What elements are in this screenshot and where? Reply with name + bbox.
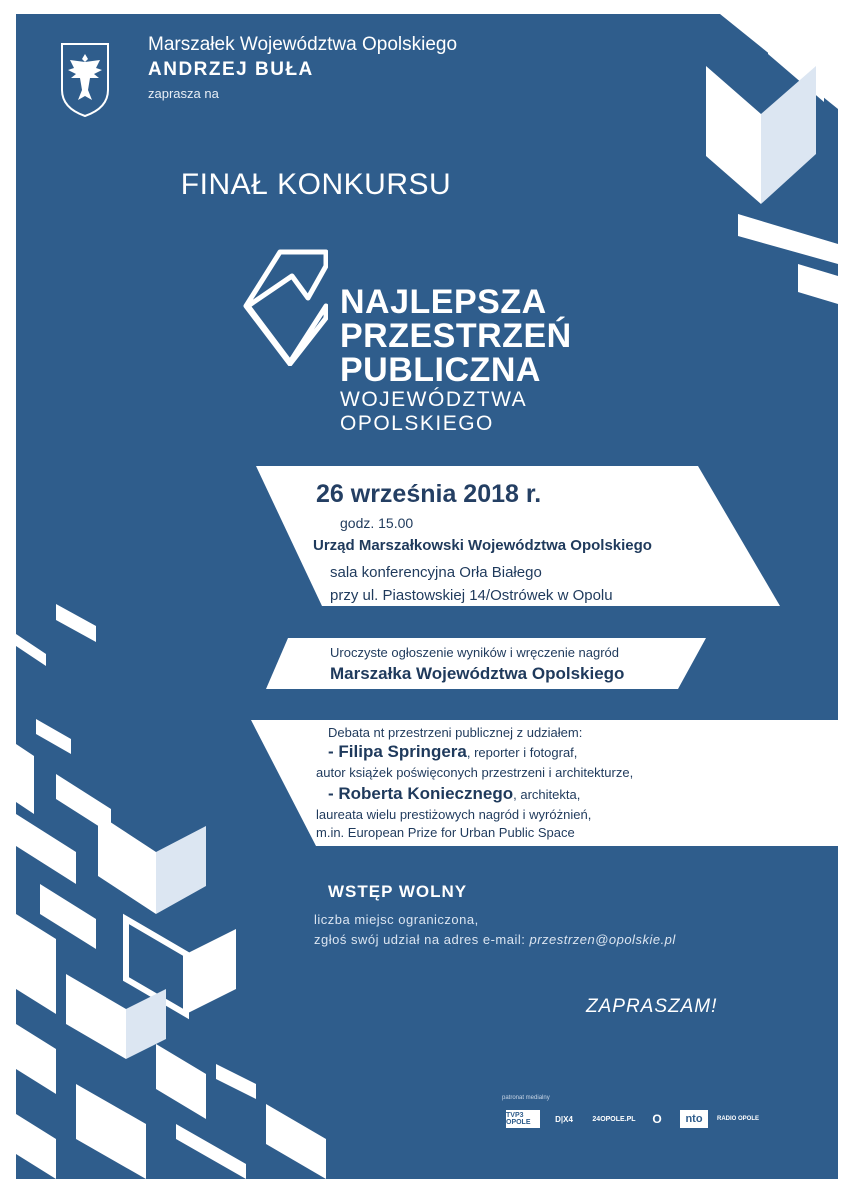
media-logo-o: O xyxy=(652,1112,662,1126)
deco-shape xyxy=(16,744,34,814)
deco-shape xyxy=(16,634,46,666)
participant-2-name: - Roberta Koniecznego xyxy=(328,784,514,803)
entry-title: WSTĘP WOLNY xyxy=(328,882,468,901)
deco-shape xyxy=(761,66,816,204)
contest-logo-icon xyxy=(242,246,328,366)
closing-text: ZAPRASZAM! xyxy=(586,996,718,1017)
deco-shape xyxy=(36,719,71,754)
deco-shape xyxy=(98,814,156,914)
media-label: patronat medialny xyxy=(502,1095,550,1101)
deco-shape xyxy=(186,929,236,1014)
deco-shape xyxy=(738,214,838,264)
eagle-emblem-icon xyxy=(56,40,114,118)
participant-2-role: , architekta, xyxy=(513,787,581,802)
event-date: 26 września 2018 r. xyxy=(316,480,542,508)
event-room: sala konferencyjna Orła Białego xyxy=(330,564,542,581)
participant-2-detail-2: m.in. European Prize for Urban Public Space xyxy=(316,825,575,840)
event-time: godz. 15.00 xyxy=(340,515,414,531)
deco-shape xyxy=(176,1124,246,1179)
media-logo-nto: nto xyxy=(680,1110,708,1128)
deco-shape xyxy=(76,1084,146,1179)
deco-shape xyxy=(156,826,206,914)
logo-line-3: PUBLICZNA xyxy=(340,351,541,389)
event-address: przy ul. Piastowskiej 14/Ostrówek w Opolu xyxy=(330,587,613,604)
deco-shape xyxy=(266,1104,326,1179)
logo-line-5: OPOLSKIEGO xyxy=(340,412,494,435)
debate-participant-1 xyxy=(328,742,577,762)
entry-line-1: liczba miejsc ograniczona, xyxy=(314,912,479,927)
deco-shape xyxy=(156,1044,206,1119)
logo-line-4: WOJEWÓDZTWA xyxy=(340,388,528,411)
logo-line-2: PRZESTRZEŃ xyxy=(340,317,572,355)
header-title: Marszałek Województwa Opolskiego xyxy=(148,34,458,55)
debate-participant-2 xyxy=(328,784,580,804)
participant-1-detail: autor książek poświęconych przestrzeni i architekturze, xyxy=(316,765,634,780)
entry-line-2-text: zgłoś swój udział na adres e-mail: xyxy=(314,932,530,947)
deco-shape xyxy=(66,974,126,1059)
media-logo-dx4: D|X4 xyxy=(555,1114,573,1124)
debate-intro: Debata nt przestrzeni publicznej z udziałem: xyxy=(328,725,583,740)
media-logo-radio-opole: RADIO OPOLE xyxy=(716,1116,759,1122)
deco-shape xyxy=(56,604,96,642)
participant-1-role: , reporter i fotograf, xyxy=(466,745,578,760)
deco-shape xyxy=(16,1024,56,1094)
poster xyxy=(16,14,838,1179)
media-logo-tvp3: TVP3 OPOLE xyxy=(506,1110,540,1128)
page-title: FINAŁ KONKURSU xyxy=(180,168,452,201)
deco-shape xyxy=(16,1114,56,1179)
deco-shape xyxy=(16,814,76,884)
deco-shape xyxy=(798,264,838,304)
media-logo-24opole: 24OPOLE.PL xyxy=(592,1115,636,1123)
logo-line-1: NAJLEPSZA xyxy=(340,283,547,321)
deco-shape xyxy=(216,1064,256,1099)
header-name: ANDRZEJ BUŁA xyxy=(148,59,314,80)
participant-1-name: - Filipa Springera xyxy=(328,742,467,761)
entry-email: przestrzen@opolskie.pl xyxy=(529,932,676,947)
participant-2-detail-1: laureata wielu prestiżowych nagród i wyróżnień, xyxy=(316,807,592,822)
awards-line-2: Marszałka Województwa Opolskiego xyxy=(330,664,625,683)
awards-line-1: Uroczyste ogłoszenie wyników i wręczenie nagród xyxy=(330,645,620,660)
deco-shape xyxy=(16,914,56,1014)
event-venue: Urząd Marszałkowski Województwa Opolskiego xyxy=(313,537,652,554)
entry-line-2 xyxy=(314,932,676,947)
deco-shape xyxy=(706,66,761,204)
header-invite: zaprasza na xyxy=(148,86,219,101)
